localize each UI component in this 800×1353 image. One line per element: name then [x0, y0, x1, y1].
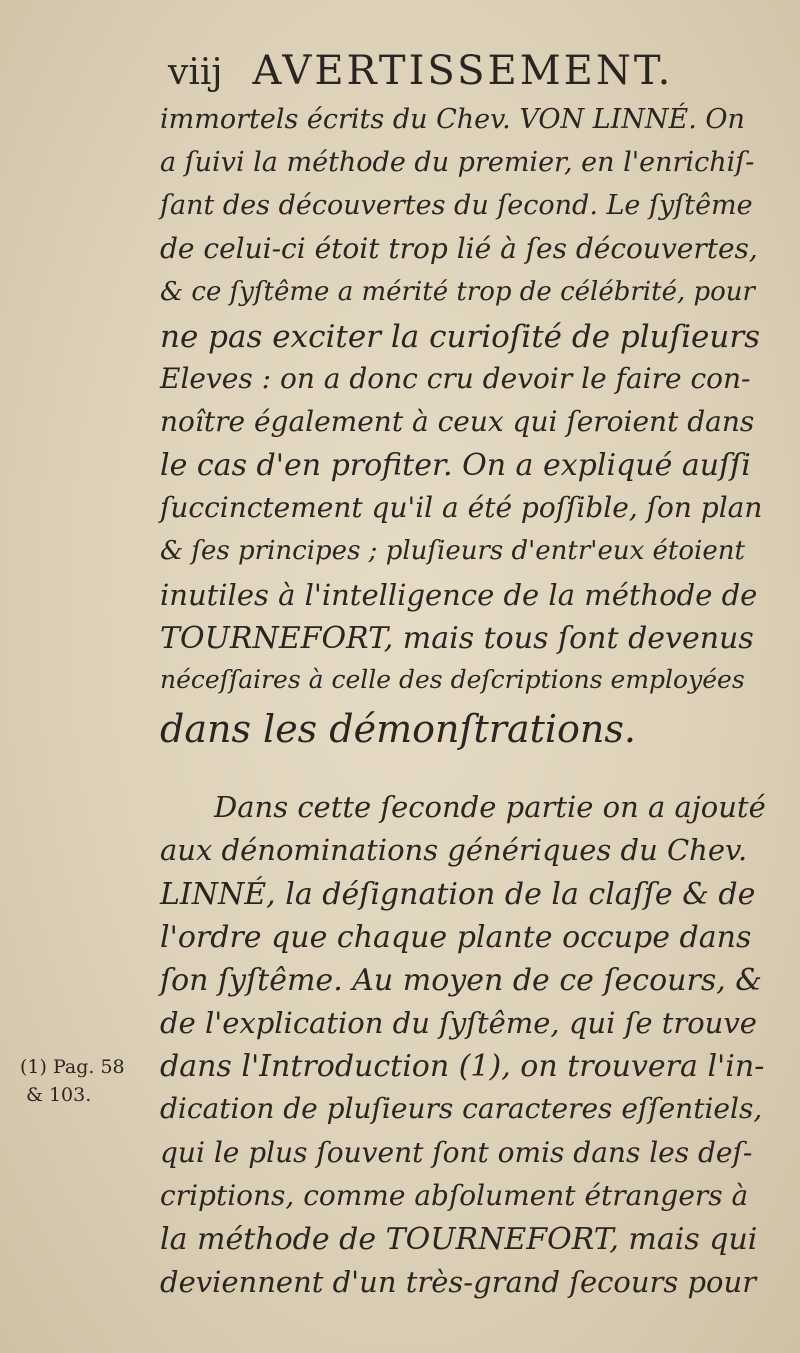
- text-line: & ce ſyſtême a mérité trop de célébrité, pour: [160, 277, 755, 307]
- text-line: dication de pluſieurs caracteres eſſentiels,: [160, 1092, 763, 1125]
- text-line: la méthode de TOURNEFORT, mais qui: [160, 1222, 758, 1257]
- footnote-line: & 103.: [26, 1083, 92, 1106]
- text-line: ſant des découvertes du ſecond. Le ſyſtême: [160, 190, 753, 221]
- text-line: néceſſaires à celle des deſcriptions employées: [160, 665, 745, 694]
- text-line: ſon ſyſtême. Au moyen de ce ſecours, &: [160, 963, 762, 998]
- text-line: de celui-ci étoit trop lié à ſes découvertes,: [160, 232, 758, 265]
- text-line: l'ordre que chaque plante occupe dans: [160, 920, 752, 955]
- text-line: & ſes principes ; pluſieurs d'entr'eux étoient: [160, 536, 745, 566]
- text-line: ſuccinctement qu'il a été poſſible, ſon plan: [160, 491, 763, 524]
- text-line: Eleves : on a donc cru devoir le faire con-: [160, 362, 751, 395]
- running-title: AVERTISSEMENT.: [252, 48, 674, 94]
- text-line: ne pas exciter la curioſité de pluſieurs: [160, 319, 761, 355]
- text-line: TOURNEFORT, mais tous ſont devenus: [160, 621, 754, 656]
- text-line: qui le plus ſouvent ſont omis dans les deſ-: [160, 1136, 753, 1169]
- text-line: deviennent d'un très-grand ſecours pour: [160, 1265, 757, 1299]
- text-line: inutiles à l'intelligence de la méthode de: [160, 578, 758, 612]
- text-line: aux dénominations génériques du Chev.: [160, 833, 748, 867]
- text-line: de l'explication du ſyſtême, qui ſe trouve: [160, 1006, 757, 1040]
- text-line: noître également à ceux qui ſeroient dans: [160, 405, 755, 438]
- footnote-marginal: [20, 1054, 125, 1109]
- text-line: dans les démonſtrations.: [160, 707, 636, 751]
- text-line: dans l'Introduction (1), on trouvera l'in-: [160, 1049, 765, 1084]
- text-line: LINNÉ, la déſignation de la claſſe & de: [160, 877, 756, 912]
- footnote-line: (1) Pag. 58: [20, 1056, 125, 1078]
- text-line: a ſuivi la méthode du premier, en l'enrichiſ-: [160, 147, 755, 178]
- text-line: criptions, comme abſolument étrangers à: [160, 1179, 749, 1212]
- page-number: viij: [168, 52, 223, 93]
- text-line: Dans cette ſeconde partie on a ajouté: [214, 790, 766, 824]
- text-line: le cas d'en profiter. On a expliqué auſſi: [160, 448, 751, 483]
- text-line: immortels écrits du Chev. VON LINNÉ. On: [160, 104, 745, 135]
- running-header: [168, 48, 673, 94]
